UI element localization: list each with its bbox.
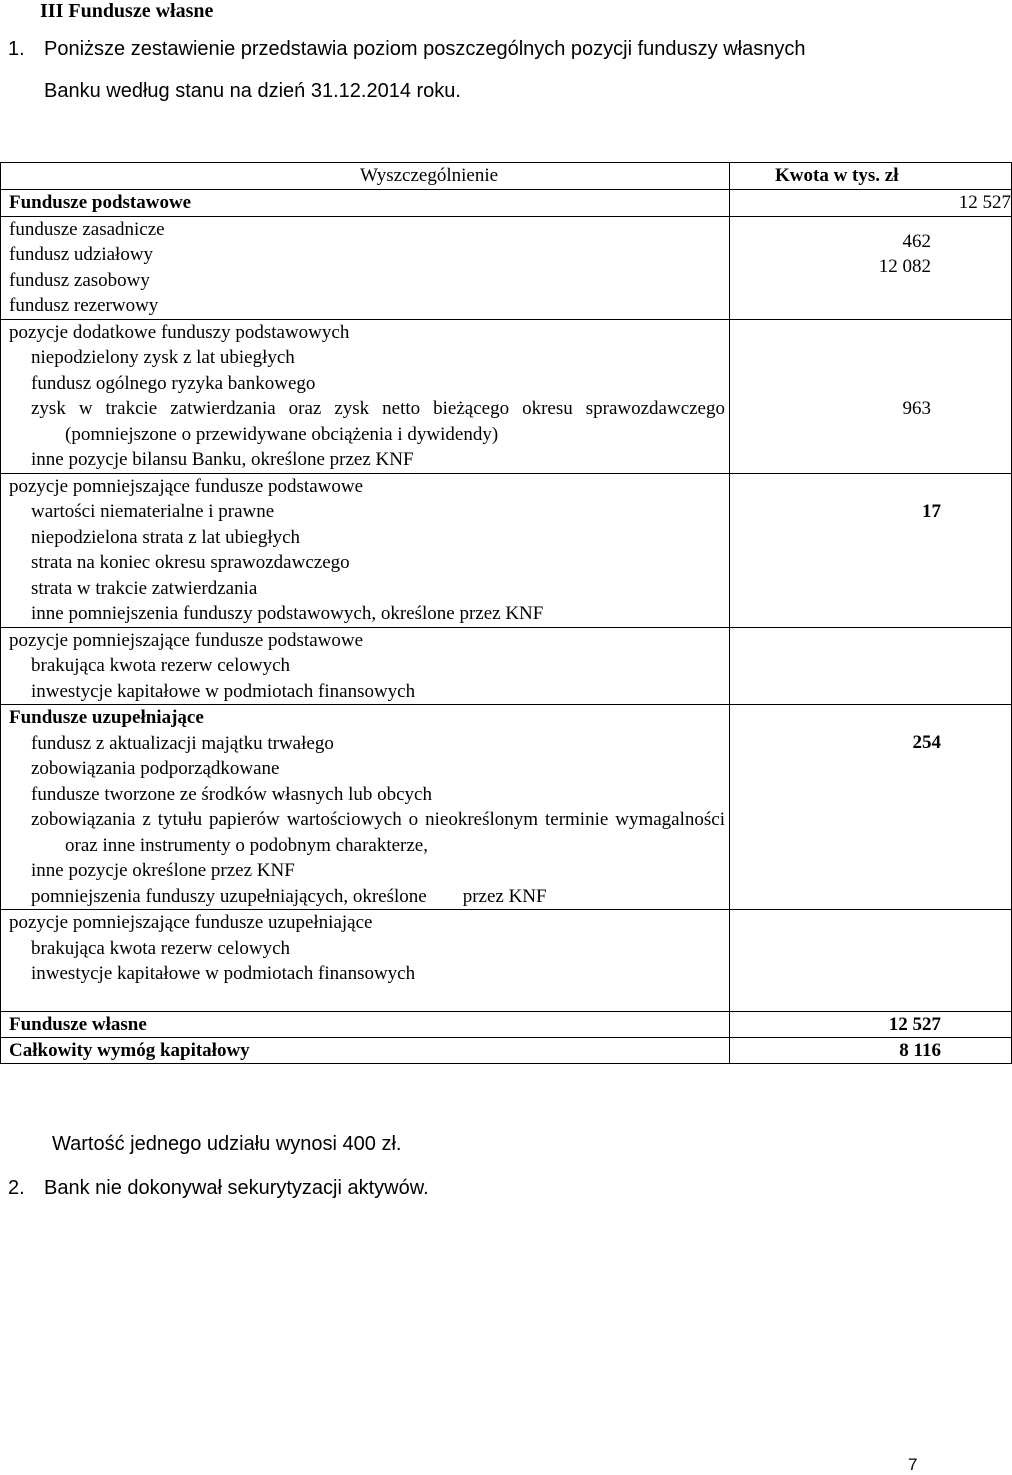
point-2-text: Bank nie dokonywał sekurytyzacji aktywów. bbox=[44, 1177, 429, 1199]
table-row bbox=[1, 1011, 1012, 1037]
zasadnicze-amounts bbox=[730, 216, 1012, 319]
pomniejszajace-2-amount-cell bbox=[730, 627, 1012, 705]
list-item: fundusz rezerwowy bbox=[9, 295, 159, 316]
list-item: wartości niematerialne i prawne bbox=[31, 501, 275, 522]
table-row bbox=[1, 216, 1012, 319]
fundusze-podstawowe-amount: 12 527 bbox=[730, 190, 1012, 217]
wymog-label: Całkowity wymóg kapitałowy bbox=[1, 1037, 730, 1063]
list-item: zysk w trakcie zatwierdzania oraz zysk netto bieżącego okresu sprawozdawczego (pomniejszone o przewidywane obciążenia i dywidendy) bbox=[31, 398, 725, 445]
own-funds-table bbox=[0, 162, 1012, 1064]
list-item: Fundusze uzupełniające bbox=[9, 707, 204, 728]
list-item: inne pomniejszenia funduszy podstawowych, określone przez KNF bbox=[31, 603, 544, 624]
pomniejszenia-text-b: przez KNF bbox=[462, 885, 547, 907]
list-item: fundusz udziałowy bbox=[9, 244, 154, 265]
intro-number: 1. bbox=[8, 38, 25, 60]
pomniejszajace-2-cell bbox=[1, 627, 730, 705]
amount-value: 254 bbox=[912, 732, 941, 753]
table-row bbox=[1, 1037, 1012, 1063]
intro-line-2: Banku według stanu na dzień 31.12.2014 roku. bbox=[44, 80, 461, 102]
header-description bbox=[1, 163, 730, 190]
list-item: fundusz zasobowy bbox=[9, 269, 150, 291]
pomniejszajace-3-amount-cell bbox=[730, 910, 1012, 1012]
uzupelniajace-amount-cell bbox=[730, 705, 1012, 910]
amount-value: 963 bbox=[902, 397, 931, 419]
amount-value: 17 bbox=[922, 500, 941, 522]
fundusze-wlasne-amount: 12 527 bbox=[730, 1011, 1012, 1037]
fundusze-podstawowe-label: Fundusze podstawowe bbox=[1, 190, 730, 217]
list-item: inne pozycje bilansu Banku, określone przez KNF bbox=[31, 449, 414, 470]
amount-value: 462 bbox=[902, 230, 931, 252]
header-amount: Kwota w tys. zł bbox=[730, 163, 1012, 190]
list-item: brakująca kwota rezerw celowych bbox=[31, 655, 290, 676]
table-row bbox=[1, 705, 1012, 910]
pomniejszajace-1-amount-cell bbox=[730, 473, 1012, 627]
list-item: fundusze tworzone ze środków własnych lub obcych bbox=[31, 783, 432, 805]
list-item: niepodzielona strata z lat ubiegłych bbox=[31, 526, 301, 548]
header-description-text: Wyszczególnienie bbox=[359, 165, 499, 186]
list-item: zobowiązania podporządkowane bbox=[31, 758, 280, 779]
wymog-amount: 8 116 bbox=[730, 1037, 1012, 1063]
table-row bbox=[1, 319, 1012, 473]
list-item: pozycje pomniejszające fundusze podstawowe bbox=[9, 475, 364, 497]
list-item: strata na koniec okresu sprawozdawczego bbox=[31, 552, 350, 573]
pomniejszajace-3-cell bbox=[1, 910, 730, 1012]
share-value-note: Wartość jednego udziału wynosi 400 zł. bbox=[52, 1133, 402, 1155]
table-row bbox=[1, 910, 1012, 1012]
fundusze-wlasne-label: Fundusze własne bbox=[1, 1011, 730, 1037]
list-item: pozycje pomniejszające fundusze uzupełniające bbox=[9, 912, 373, 933]
pomniejszajace-1-cell bbox=[1, 473, 730, 627]
list-item: fundusz ogólnego ryzyka bankowego bbox=[31, 372, 316, 394]
table-header-row bbox=[1, 163, 1012, 190]
list-item: pozycje dodatkowe funduszy podstawowych bbox=[9, 321, 350, 343]
table-row bbox=[1, 190, 1012, 217]
amount-value: 12 082 bbox=[878, 256, 931, 277]
list-item: zobowiązania z tytułu papierów wartościowych o nieokreślonym terminie wymagalności oraz inne instrumenty o podobnym charakterze, bbox=[31, 809, 725, 856]
table-row bbox=[1, 627, 1012, 705]
list-item: fundusze zasadnicze bbox=[9, 218, 165, 240]
list-item: inwestycje kapitałowe w podmiotach finansowych bbox=[31, 963, 416, 984]
uzupelniajace-cell bbox=[1, 705, 730, 910]
intro-line-1: Poniższe zestawienie przedstawia poziom poszczególnych pozycji funduszy własnych bbox=[44, 38, 806, 60]
dodatkowe-amount-cell bbox=[730, 319, 1012, 473]
dodatkowe-cell bbox=[1, 319, 730, 473]
list-item: niepodzielony zysk z lat ubiegłych bbox=[31, 347, 295, 368]
point-2-number: 2. bbox=[8, 1177, 25, 1199]
table-row bbox=[1, 473, 1012, 627]
list-item: inne pozycje określone przez KNF bbox=[31, 860, 295, 881]
pomniejszenia-text-a: pomniejszenia funduszy uzupełniających, określone bbox=[31, 885, 427, 907]
list-item: brakująca kwota rezerw celowych bbox=[31, 937, 290, 959]
page-number: 7 bbox=[908, 1455, 918, 1474]
list-item: fundusz z aktualizacji majątku trwałego bbox=[31, 732, 334, 754]
list-item: pozycje pomniejszające fundusze podstawowe bbox=[9, 629, 364, 651]
list-item: strata w trakcie zatwierdzania bbox=[31, 577, 258, 599]
list-item: inwestycje kapitałowe w podmiotach finansowych bbox=[31, 680, 416, 702]
list-item bbox=[9, 884, 729, 910]
section-heading: III Fundusze własne bbox=[40, 0, 214, 22]
zasadnicze-cell bbox=[1, 216, 730, 319]
